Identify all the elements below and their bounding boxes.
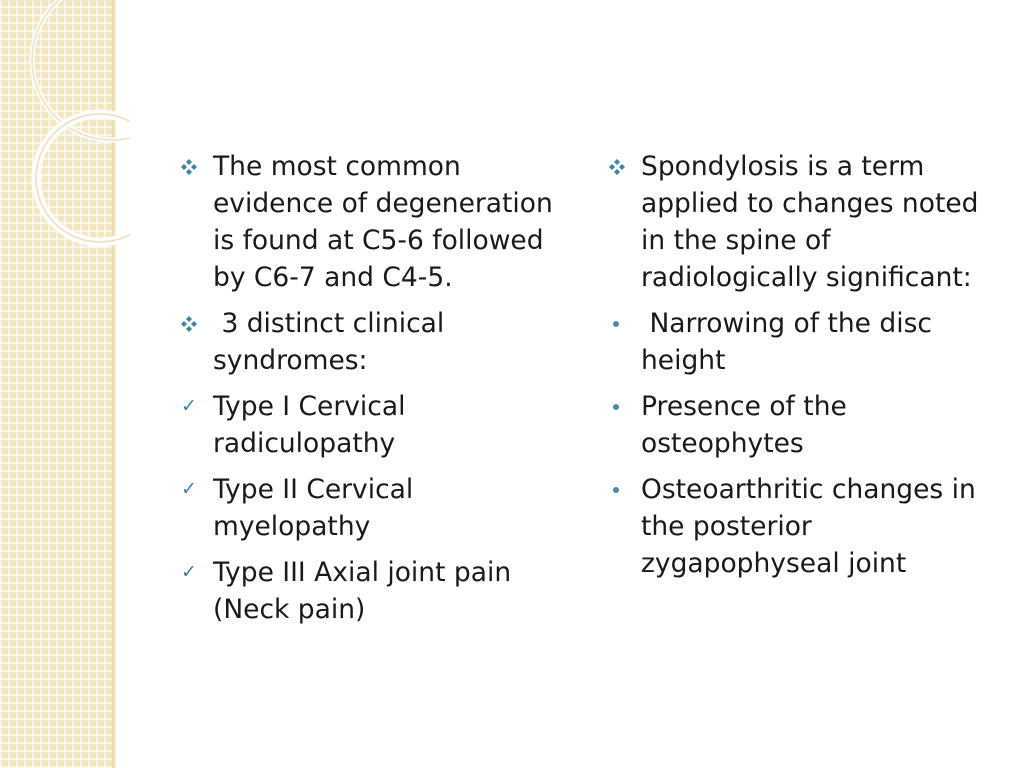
list-item xyxy=(180,148,565,296)
list-item xyxy=(180,305,565,379)
decorative-rings-icon xyxy=(0,0,130,260)
dot-bullet-icon xyxy=(613,404,619,410)
item-text: Osteoarthritic changes in the posterior zygapophyseal joint xyxy=(641,474,976,579)
item-text: Presence of the osteophytes xyxy=(641,391,847,459)
checkmark-icon: ✓ xyxy=(181,395,197,417)
list-item xyxy=(608,148,1003,296)
list-item xyxy=(608,388,1003,462)
diamond-bullet-icon xyxy=(608,148,634,185)
dot-bullet-icon xyxy=(613,321,619,327)
item-text: Type II Cervical myelopathy xyxy=(213,474,414,542)
diamond-bullet-icon xyxy=(180,305,206,342)
list-item xyxy=(180,471,565,545)
item-text: Type III Axial joint pain (Neck pain) xyxy=(213,557,512,625)
diamond-bullet-icon xyxy=(180,148,206,185)
checkmark-icon: ✓ xyxy=(181,561,197,583)
dot-bullet-icon xyxy=(613,487,619,493)
left-column xyxy=(180,148,565,637)
item-text: Type I Cervical radiculopathy xyxy=(213,391,406,459)
list-item xyxy=(608,471,1003,582)
item-text: 3 distinct clinical syndromes: xyxy=(213,308,453,376)
item-text: Narrowing of the disc height xyxy=(641,308,941,376)
item-text: The most common evidence of degeneration is found at C5-6 followed by C6-7 and C4-5. xyxy=(213,151,553,293)
list-item xyxy=(180,554,565,628)
right-column xyxy=(608,148,1003,591)
list-item xyxy=(180,388,565,462)
checkmark-icon: ✓ xyxy=(181,478,197,500)
list-item xyxy=(608,305,1003,379)
item-text: Spondylosis is a term applied to changes noted in the spine of radiologically significant: xyxy=(641,151,979,293)
